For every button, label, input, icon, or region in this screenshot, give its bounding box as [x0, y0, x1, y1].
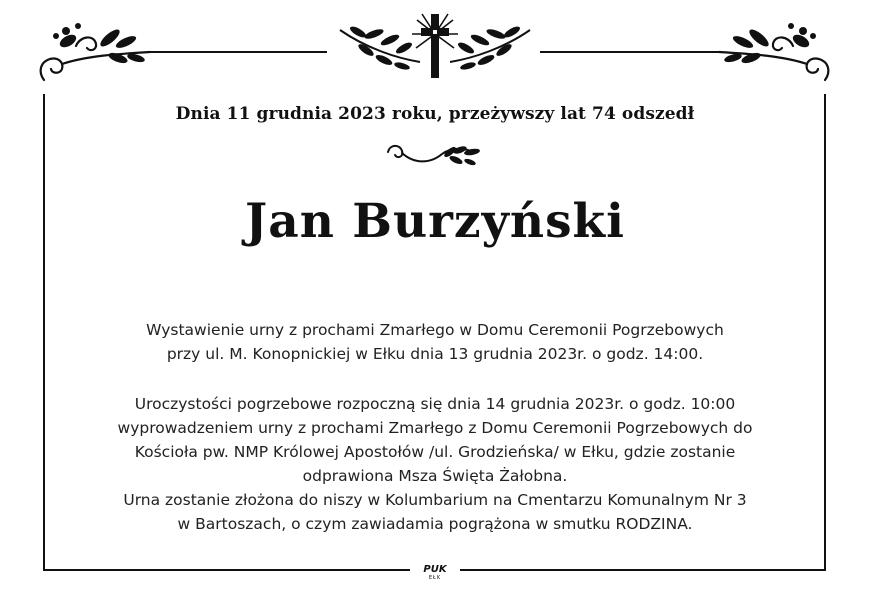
text-line: Wystawienie urny z prochami Zmarłego w Domu Ceremonii Pogrzebowych [146, 321, 724, 339]
top-rule-left [150, 51, 327, 53]
death-announcement-headline: Dnia 11 grudnia 2023 roku, przeżywszy lat 74 odszedł [175, 104, 695, 124]
floral-corner-icon [36, 14, 161, 86]
urn-viewing-paragraph [60, 318, 810, 366]
deceased-name: Jan Burzyński [245, 194, 625, 249]
cross-with-rays-icon [336, 10, 534, 82]
logo-main-text: PUK [423, 564, 447, 575]
floral-corner-icon [708, 14, 833, 86]
puk-logo [410, 560, 460, 584]
laurel-branch-icon [340, 24, 420, 70]
text-line: odprawiona Msza Święta Żałobna. [302, 467, 568, 485]
funeral-details-paragraph [60, 392, 810, 536]
text-line: w Bartoszach, o czym zawiadamia pogrążona w smutku RODZINA. [177, 515, 693, 533]
top-rule-right [540, 51, 720, 53]
leaf-swirl-divider-icon [384, 140, 488, 170]
text-line: Urna zostanie złożona do niszy w Kolumbarium na Cmentarzu Komunalnym Nr 3 [123, 491, 747, 509]
text-line: Kościoła pw. NMP Królowej Apostołów /ul. Grodzieńska/ w Ełku, gdzie zostanie [134, 443, 736, 461]
text-line: wyprowadzeniem urny z prochami Zmarłego z Domu Ceremonii Pogrzebowych do [117, 419, 753, 437]
text-line: Uroczystości pogrzebowe rozpoczną się dnia 14 grudnia 2023r. o godz. 10:00 [134, 395, 736, 413]
logo-sub-text: EŁK [428, 575, 442, 581]
laurel-branch-icon [450, 24, 530, 70]
text-line: przy ul. M. Konopnickiej w Ełku dnia 13 grudnia 2023r. o godz. 14:00. [166, 345, 704, 363]
